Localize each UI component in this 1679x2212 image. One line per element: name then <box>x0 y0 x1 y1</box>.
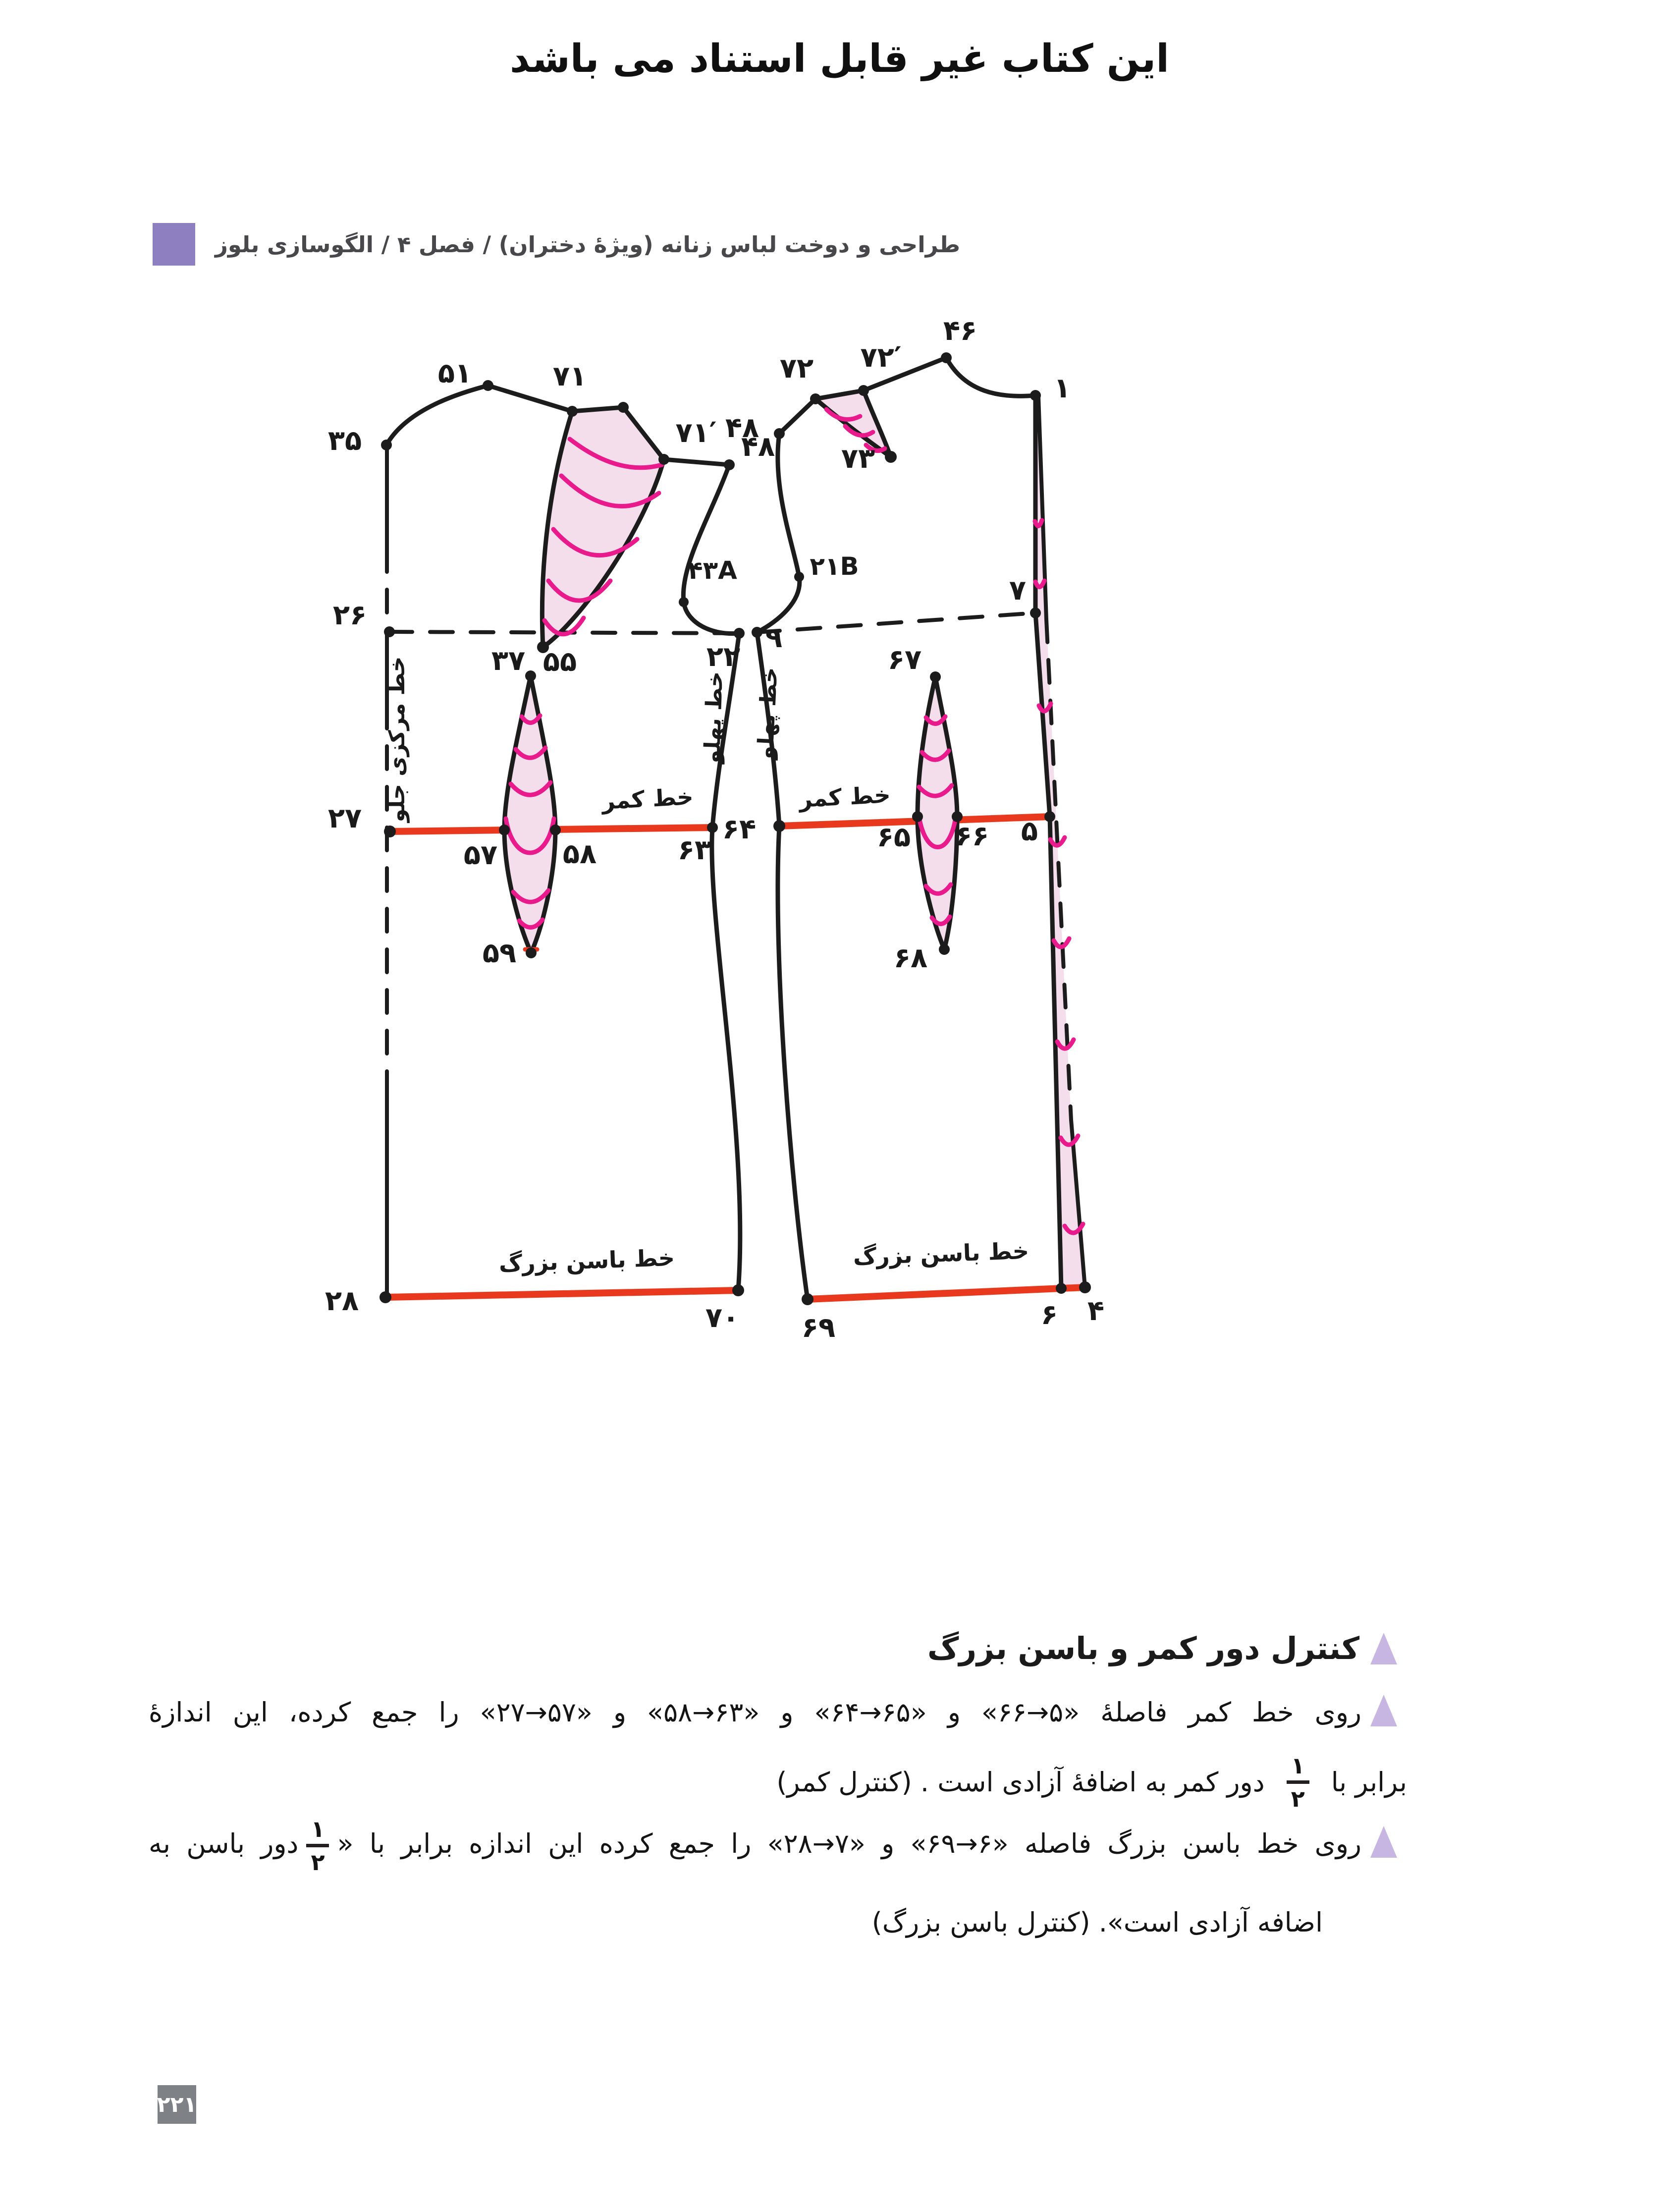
diagram-label: خط پهلو <box>699 671 728 764</box>
paragraph2-line1-before: روی خط باسن بزرگ فاصله «۶→۶۹» و «۷→۲۸» را جمع کرده این اندازه برابر با « <box>337 1828 1362 1860</box>
purple-triangle-icon <box>1370 1633 1397 1664</box>
pattern-node <box>802 1293 813 1305</box>
paragraph1-line2 <box>776 1754 1407 1810</box>
diagram-label: خط باسن بزرگ <box>498 1244 675 1277</box>
pattern-node <box>734 628 745 639</box>
pattern-node <box>381 440 392 450</box>
diagram-label: ۷۰ <box>705 1302 740 1334</box>
section-heading-row <box>927 1630 1397 1666</box>
fraction-numerator: ۱ <box>1291 1752 1305 1779</box>
paragraph2-line1-after: دور باسن به <box>149 1828 299 1860</box>
pattern-node <box>885 451 897 463</box>
diagram-label: ۴۸ <box>741 431 775 463</box>
diagram-label: ۶۹ <box>801 1312 836 1344</box>
pattern-node <box>550 825 561 835</box>
pattern-node <box>1030 608 1041 618</box>
diagram-label: خط باسن بزرگ <box>853 1237 1029 1271</box>
diagram-label: ۴ <box>1087 1295 1105 1327</box>
section-heading: کنترل دور کمر و باسن بزرگ <box>927 1630 1359 1666</box>
diagram-label: ۲۲ <box>706 641 741 673</box>
diagram-label: خط کمر <box>601 783 694 815</box>
page-number-badge: ۲۲۱ <box>158 2085 196 2124</box>
pattern-node <box>379 1291 391 1303</box>
fraction-one-half <box>306 1818 329 1874</box>
pattern-node <box>526 947 537 958</box>
front-neck-curve <box>386 386 488 445</box>
diagram-label: ۷۳ <box>841 442 875 475</box>
pattern-node <box>794 572 804 582</box>
paragraph1-line1-text: روی خط کمر فاصلهٔ «۵→۶۶» و «۶۵→۶۴» و «۶۳→۵۸» و «۵۷→۲۷» را جمع کرده، این اندازهٔ <box>149 1697 1361 1728</box>
fraction-bar <box>1287 1780 1309 1784</box>
diagram-label: ۹ <box>765 622 783 654</box>
paragraph1-line2-after: دور کمر به اضافهٔ آزادی است . (کنترل کمر) <box>776 1766 1265 1798</box>
pattern-node <box>1030 390 1041 401</box>
diagram-label: ۳۵ <box>327 425 362 457</box>
diagram-label: ۷۲ <box>779 352 814 385</box>
diagram-label: ۵۵ <box>542 646 577 678</box>
pattern-node <box>732 1284 744 1296</box>
diagram-label: ۷۲′ <box>860 341 902 374</box>
diagram-label: ۶۷ <box>887 644 922 676</box>
diagram-label: ۷ <box>1009 574 1027 607</box>
diagram-label: ۷۱′ <box>675 417 717 449</box>
front-hip-line-red <box>385 1290 738 1297</box>
pattern-node <box>1044 811 1055 822</box>
pattern-node <box>752 627 762 638</box>
pattern-node <box>774 428 785 439</box>
paragraph2-line1 <box>149 1818 1397 1874</box>
diagram-label: ۲۱B <box>810 552 859 581</box>
diagram-label: ۴۶ <box>943 315 977 347</box>
pattern-node <box>483 380 493 391</box>
diagram-label: خط پهلو <box>753 666 783 760</box>
diagram-label: ۲۶ <box>332 599 367 631</box>
purple-triangle-icon <box>1370 1695 1397 1726</box>
pattern-node <box>658 454 669 465</box>
pattern-node <box>525 670 536 681</box>
fraction-one-half <box>1287 1754 1309 1810</box>
front-shoulder-dart <box>542 407 664 647</box>
pattern-node <box>724 459 735 470</box>
diagram-label: ۶۵ <box>876 821 911 853</box>
diagram-label: ۴۳A <box>688 556 737 585</box>
diagram-label: ۳۷ <box>491 645 526 677</box>
diagram-label: ۵۷ <box>463 839 498 871</box>
fraction-bar <box>306 1844 329 1847</box>
diagram-label: ۵۹ <box>482 937 517 969</box>
pattern-node <box>810 393 821 404</box>
diagram-label: ۵ <box>1021 815 1038 847</box>
diagram-label: ۱ <box>1053 372 1071 404</box>
pattern-node <box>707 822 718 833</box>
chapter-header-title: طراحی و دوخت لباس زنانه (ویژهٔ دختران) / فصل ۴ / الگوسازی بلوز <box>215 231 960 258</box>
fraction-denominator: ۲ <box>1291 1785 1305 1812</box>
pattern-node <box>618 402 629 413</box>
pattern-node <box>384 626 395 637</box>
paragraph1-line1 <box>149 1695 1397 1729</box>
back-chest-dashed-line <box>757 613 1035 632</box>
diagram-label: ۲۸ <box>325 1285 359 1317</box>
pattern-node <box>941 352 952 363</box>
diagram-label: ۵۸ <box>562 838 597 870</box>
pattern-node <box>567 406 578 417</box>
pattern-node <box>858 385 869 396</box>
purple-triangle-icon <box>1370 1826 1397 1858</box>
diagram-label: ۵۱ <box>437 357 472 389</box>
fraction-numerator: ۱ <box>311 1816 325 1842</box>
front-armhole-curve <box>683 465 739 634</box>
paragraph2-line2: اضافه آزادی است». (کنترل باسن بزرگ) <box>871 1907 1323 1938</box>
pattern-node <box>384 826 396 837</box>
top-notice-text: این کتاب غیر قابل استناد می باشد <box>510 37 1169 81</box>
diagram-label: ۶۸ <box>893 942 928 974</box>
back-hip-line-red <box>808 1287 1085 1299</box>
pattern-node <box>1056 1283 1067 1294</box>
diagram-label: ۴۸ <box>725 412 759 444</box>
diagram-label: ۲۷ <box>327 802 362 834</box>
back-waist-dart <box>918 677 957 949</box>
back-neck-curve <box>946 358 1035 396</box>
diagram-label: خط کمر <box>798 781 891 813</box>
pattern-node <box>930 671 941 682</box>
diagram-label: ۷۱ <box>552 360 587 392</box>
pattern-node <box>773 820 785 832</box>
diagram-label: ۶۳ <box>677 834 712 866</box>
diagram-label: ۶۴ <box>722 813 757 845</box>
diagram-label: ۶۶ <box>955 820 989 852</box>
pattern-node <box>679 597 689 607</box>
pattern-node <box>499 825 510 835</box>
diagram-label: ۶ <box>1040 1299 1058 1331</box>
pattern-node <box>912 811 923 822</box>
fraction-denominator: ۲ <box>311 1849 325 1876</box>
diagram-label: خط مرکزی جلو <box>384 656 410 823</box>
front-waist-dart <box>504 676 555 953</box>
paragraph1-line2-before: برابر با <box>1331 1766 1407 1798</box>
pattern-node <box>1079 1281 1091 1293</box>
pattern-node <box>939 944 950 955</box>
back-armhole-curve <box>757 434 800 632</box>
